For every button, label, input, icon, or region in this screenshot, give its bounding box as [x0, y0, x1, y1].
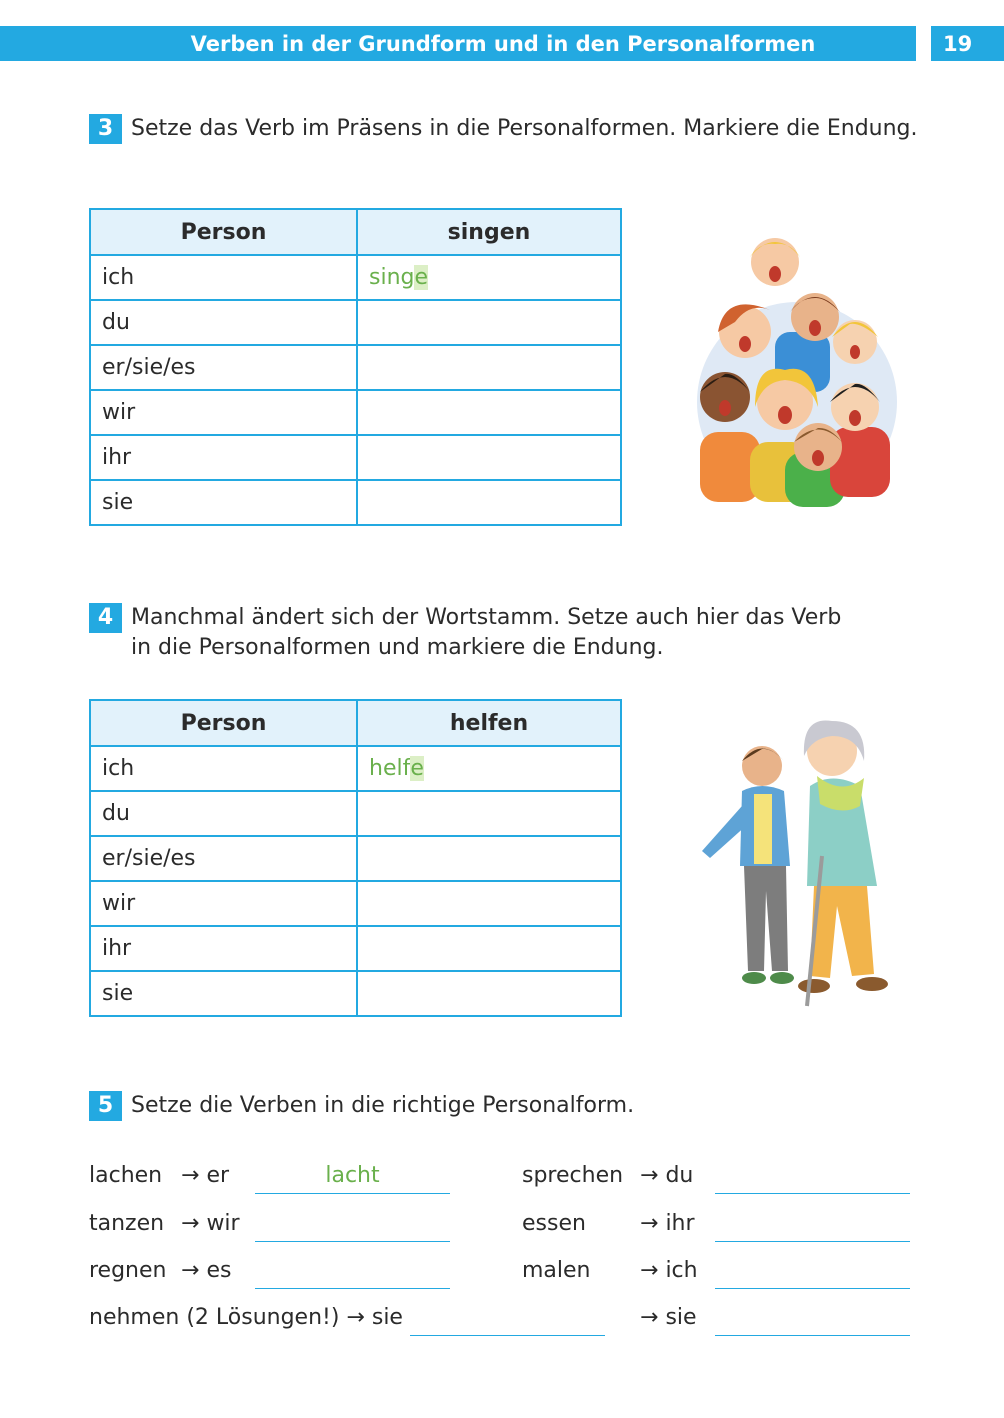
table-row: [90, 300, 621, 345]
person-cell: sie: [90, 971, 357, 1016]
arrow-icon: →: [181, 1163, 200, 1188]
column-header-person: Person: [90, 209, 357, 255]
person-cell: er/sie/es: [90, 836, 357, 881]
page-number: 19: [931, 26, 1004, 61]
column-header-person: Person: [90, 700, 357, 746]
answer-line[interactable]: [715, 1258, 910, 1289]
answer-line[interactable]: [410, 1305, 605, 1336]
task-5-number: 5: [89, 1091, 122, 1121]
table-row: [90, 255, 621, 300]
person-cell: er/sie/es: [90, 345, 357, 390]
arrow-icon: →: [346, 1305, 365, 1330]
answer-cell[interactable]: [357, 791, 621, 836]
answer-cell[interactable]: [357, 971, 621, 1016]
table-row: [90, 435, 621, 480]
task-3-instruction: Setze das Verb im Präsens in die Personalformen. Markiere die Endung.: [131, 116, 918, 141]
table-row: [90, 390, 621, 435]
answer-cell[interactable]: [357, 746, 621, 791]
arrow-icon: →: [181, 1211, 200, 1236]
exercise-row: [89, 1211, 240, 1236]
answer-cell[interactable]: [357, 926, 621, 971]
task-3-heading: [89, 114, 918, 144]
answer-cell[interactable]: [357, 480, 621, 525]
verb-label: regnen: [89, 1258, 167, 1283]
pronoun-label: sie: [665, 1305, 697, 1330]
answer-stem: sing: [369, 265, 415, 290]
person-cell: du: [90, 791, 357, 836]
task-3-number: 3: [89, 114, 122, 144]
person-cell: wir: [90, 881, 357, 926]
table-row: [90, 836, 621, 881]
answer-cell[interactable]: [357, 390, 621, 435]
table-row: [90, 971, 621, 1016]
answer-cell[interactable]: [357, 836, 621, 881]
arrow-icon: →: [640, 1305, 659, 1330]
boy-helping-grandmother-illustration: [692, 716, 902, 1016]
task-4-number: 4: [89, 603, 122, 633]
answer-line[interactable]: lacht: [255, 1163, 450, 1194]
verb-label: tanzen: [89, 1211, 165, 1236]
task-4-heading: [89, 603, 841, 663]
person-cell: ich: [90, 746, 357, 791]
answer-cell[interactable]: [357, 881, 621, 926]
exercise-row: [89, 1305, 403, 1330]
person-cell: sie: [90, 480, 357, 525]
verb-label: nehmen (2 Lösungen!): [89, 1305, 340, 1330]
header-title: Verben in der Grundform und in den Personalformen: [0, 26, 916, 61]
person-cell: du: [90, 300, 357, 345]
pronoun-label: wir: [206, 1211, 240, 1236]
answer-line[interactable]: [715, 1211, 910, 1242]
table-row: [90, 791, 621, 836]
task-4-instruction: Manchmal ändert sich der Wortstamm. Setze auch hier das Verb in die Personalformen und markiere die Endung.: [131, 605, 842, 660]
answer-line[interactable]: [715, 1163, 910, 1194]
verb-label: essen: [522, 1211, 586, 1236]
answer-ending: e: [410, 756, 424, 781]
verb-label: malen: [522, 1258, 591, 1283]
answer-cell[interactable]: [357, 300, 621, 345]
person-cell: ihr: [90, 435, 357, 480]
verb-label: lachen: [89, 1163, 163, 1188]
exercise-row: [89, 1258, 232, 1283]
task-3-table: [89, 208, 622, 526]
answer-cell[interactable]: [357, 255, 621, 300]
pronoun-label: ich: [665, 1258, 698, 1283]
exercise-row: [522, 1258, 698, 1283]
task-4-table: [89, 699, 622, 1017]
column-header-verb: helfen: [357, 700, 621, 746]
arrow-icon: →: [640, 1163, 659, 1188]
answer-ending: e: [414, 265, 429, 290]
exercise-row: [522, 1163, 694, 1188]
pronoun-label: ihr: [665, 1211, 695, 1236]
table-row: [90, 480, 621, 525]
exercise-row: [89, 1163, 230, 1188]
arrow-icon: →: [640, 1258, 659, 1283]
pronoun-label: es: [206, 1258, 232, 1283]
answer-line[interactable]: [255, 1211, 450, 1242]
answer-cell[interactable]: [357, 345, 621, 390]
person-cell: ihr: [90, 926, 357, 971]
task-5-instruction: Setze die Verben in die richtige Personalform.: [131, 1093, 635, 1118]
answer-stem: helf: [369, 756, 411, 781]
pronoun-label: er: [206, 1163, 230, 1188]
exercise-row: [522, 1211, 695, 1236]
singing-children-illustration: [690, 232, 905, 512]
person-cell: ich: [90, 255, 357, 300]
pronoun-label: du: [665, 1163, 694, 1188]
exercise-row: [640, 1305, 697, 1330]
verb-label: sprechen: [522, 1163, 624, 1188]
answer-cell[interactable]: [357, 435, 621, 480]
table-row: [90, 881, 621, 926]
column-header-verb: singen: [357, 209, 621, 255]
pronoun-label: sie: [371, 1305, 403, 1330]
arrow-icon: →: [181, 1258, 200, 1283]
answer-line[interactable]: [715, 1305, 910, 1336]
table-row: [90, 345, 621, 390]
task-5-heading: [89, 1091, 634, 1121]
table-row: [90, 746, 621, 791]
arrow-icon: →: [640, 1211, 659, 1236]
table-row: [90, 926, 621, 971]
answer-line[interactable]: [255, 1258, 450, 1289]
person-cell: wir: [90, 390, 357, 435]
